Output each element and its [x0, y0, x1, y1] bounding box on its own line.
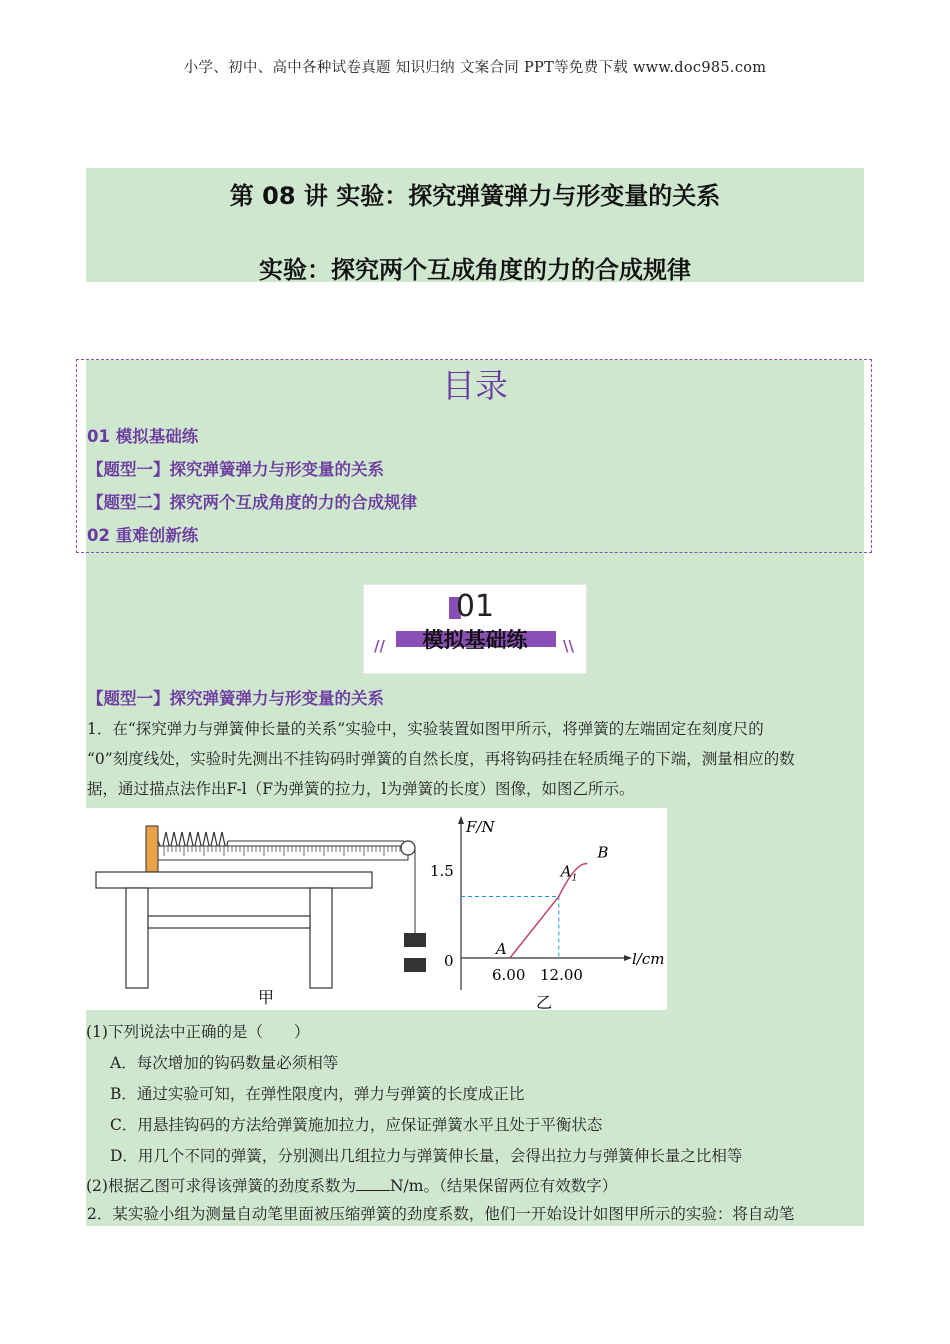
weight-2 [404, 958, 426, 972]
table-leg-left [126, 888, 148, 988]
point-label-a1: $A_1$ [560, 862, 578, 884]
apparatus-drawing [96, 826, 426, 1007]
toc-item-basic[interactable]: 01 模拟基础练 [87, 427, 199, 446]
lecture-title: 第 08 讲 实验：探究弹簧弹力与形变量的关系 [229, 182, 721, 210]
toc-item-type2[interactable]: 【题型二】探究两个互成角度的力的合成规律 [87, 493, 417, 512]
option-d[interactable]: D．用几个不同的弹簧，分别测出几组拉力与弹簧伸长量，会得出拉力与弹簧伸长量之比相等 [110, 1147, 743, 1165]
page-header: 小学、初中、高中各种试卷真题 知识归纳 文案合同 PPT等免费下载 www.doc985.com [183, 60, 767, 76]
table-top [96, 872, 372, 888]
option-b[interactable]: B．通过实验可知，在弹性限度内，弹力与弹簧的长度成正比 [110, 1085, 525, 1103]
q1-line2: “0”刻度线处，实验时先测出不挂钩码时弹簧的自然长度，再将钩码挂在轻质绳子的下端，测量相应的数 [87, 750, 795, 768]
x-tick-label-6: 6.00 [492, 966, 526, 984]
toc-title: 目录 [442, 366, 508, 405]
caption-right: 乙 [536, 993, 553, 1010]
badge-slash-left: // [374, 637, 385, 655]
point-label-a: A [495, 940, 507, 958]
table-crossbar [148, 916, 310, 928]
fixed-block [146, 826, 158, 872]
caption-left: 甲 [258, 988, 275, 1007]
q1-line1: 1．在“探究弹力与弹簧伸长量的关系”实验中，实验装置如图甲所示，将弹簧的左端固定在刻度尺的 [87, 720, 764, 738]
badge-label: 模拟基础练 [422, 628, 528, 652]
origin-label: 0 [444, 952, 454, 970]
graph-panel [430, 816, 664, 1010]
x-tick-label-12: 12.00 [540, 966, 583, 984]
badge-number: 01 [455, 589, 495, 624]
q1-line3: 据，通过描点法作出F-l（F为弹簧的拉力，l为弹簧的长度）图像，如图乙所示。 [87, 780, 635, 798]
section-heading: 【题型一】探究弹簧弹力与形变量的关系 [87, 689, 384, 708]
q1-part2 [86, 1174, 617, 1196]
point-label-b: B [597, 843, 609, 862]
pulley [401, 841, 415, 855]
table-leg-right [310, 888, 332, 988]
x-axis-label: l/cm [632, 950, 665, 968]
q1-part2-after: N/m。（结果保留两位有效数字） [389, 1177, 618, 1195]
y-axis-label: F/N [466, 818, 495, 836]
q1-part1: (1)下列说法中正确的是（ ） [86, 1023, 310, 1041]
figure-apparatus-and-graph [86, 808, 667, 1010]
option-a[interactable]: A．每次增加的钩码数量必须相等 [110, 1054, 339, 1072]
y-tick-label: 1.5 [430, 862, 454, 880]
lecture-subtitle: 实验：探究两个互成角度的力的合成规律 [259, 256, 691, 284]
toc-item-type1[interactable]: 【题型一】探究弹簧弹力与形变量的关系 [87, 460, 384, 479]
x-axis-arrow [624, 955, 632, 961]
answer-blank[interactable] [356, 1176, 390, 1191]
section-badge [363, 584, 587, 674]
q1-part2-before: (2)根据乙图可求得该弹簧的劲度系数为 [86, 1177, 356, 1195]
q2-line1: 2．某实验小组为测量自动笔里面被压缩弹簧的劲度系数，他们一开始设计如图甲所示的实验：将自动笔 [87, 1205, 795, 1223]
y-axis-arrow [458, 816, 464, 824]
option-c[interactable]: C．用悬挂钩码的方法给弹簧施加拉力，应保证弹簧水平且处于平衡状态 [110, 1116, 603, 1134]
title-banner [86, 168, 864, 282]
figure-svg [86, 808, 667, 1010]
weight-1 [404, 933, 426, 947]
badge-slash-right: \\ [563, 637, 574, 655]
ruler [158, 846, 408, 860]
toc-item-advanced[interactable]: 02 重难创新练 [87, 526, 199, 545]
